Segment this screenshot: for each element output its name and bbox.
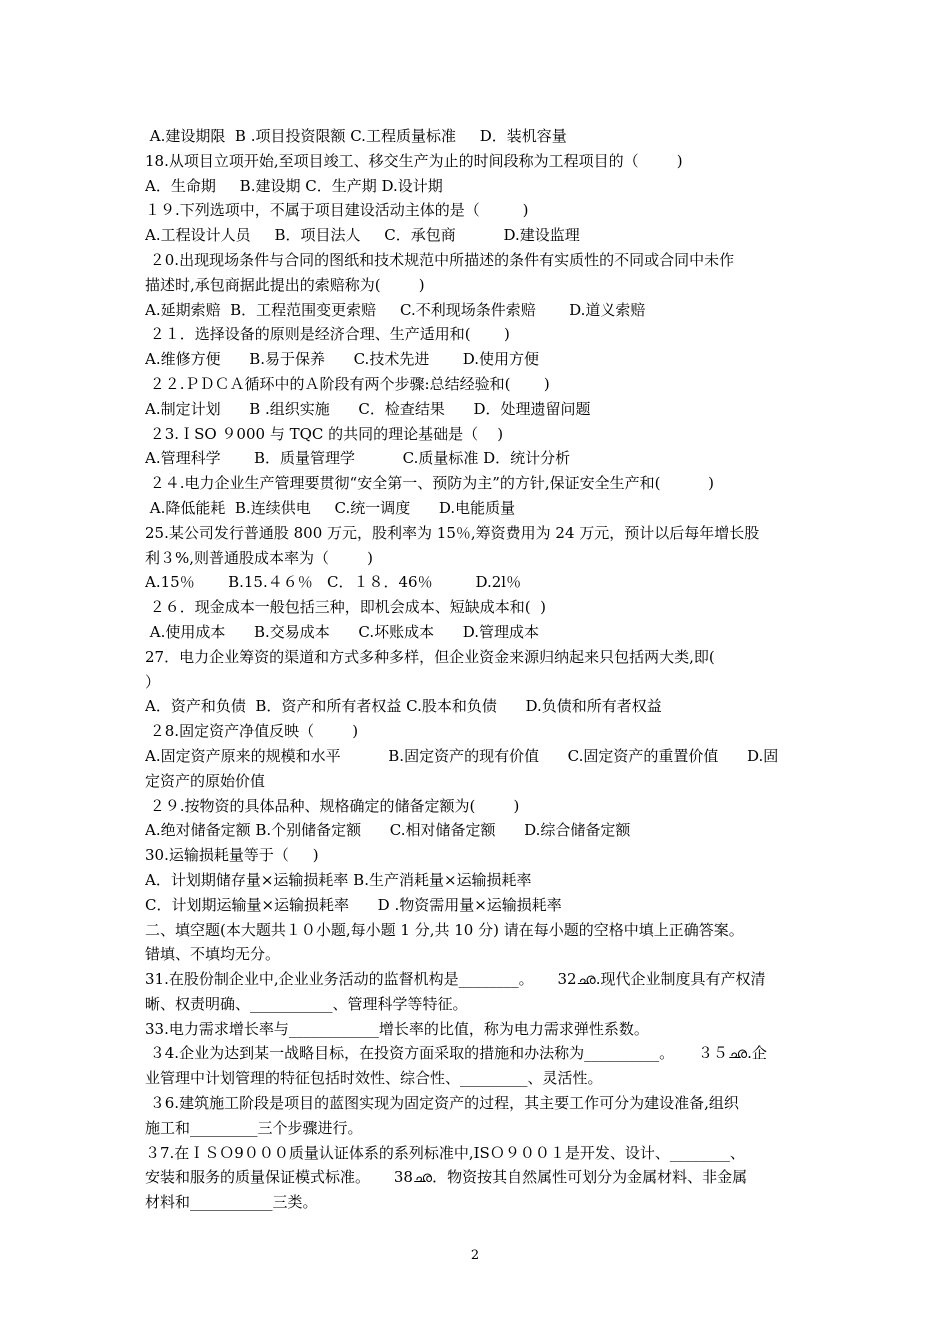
text-line: A.15％ B.15.４６％ C．１８．46％ D.2l％	[145, 573, 522, 592]
text-line: ２６．现金成本一般包括三种，即机会成本、短缺成本和( )	[145, 598, 547, 617]
text-line: 描述时,承包商据此提出的索赔称为( )	[145, 275, 425, 294]
text-line: 33.电力需求增长率与____________增长率的比值，称为电力需求弹性系数。	[145, 1019, 649, 1038]
text-line: ２２.ＰＤＣＡ循环中的Ａ阶段有两个步骤:总结经验和( )	[145, 374, 550, 393]
text-line: ２3.ＩSO ９000 与 TQC 的共同的理论基础是（ )	[145, 424, 504, 443]
text-line: A.管理科学 B．质量管理学 C.质量标准 D．统计分析	[145, 449, 571, 468]
text-line: 25.某公司发行普通股 800 万元，股利率为 15％,筹资费用为 24 万元，预计以后每年增长股	[145, 523, 760, 542]
text-line: 施工和_________三个步骤进行。	[145, 1118, 363, 1137]
text-line: 材料和___________三类。	[145, 1193, 318, 1212]
text-line: A.制定计划 B .组织实施 C．检查结果 D．处理遗留问题	[145, 399, 591, 418]
text-line: ２４.电力企业生产管理要贯彻“安全第一、预防为主”的方针,保证安全生产和( )	[145, 474, 715, 493]
text-line: A．计划期储存量×运输损耗率 B.生产消耗量×运输损耗率	[145, 870, 532, 889]
text-line: 利３%,则普通股成本率为（ )	[145, 548, 374, 567]
text-line: ３4.企业为达到某一战略目标，在投资方面采取的措施和办法称为__________。 ３５ഛ.企	[145, 1044, 767, 1063]
text-line: ２９.按物资的具体品种、规格确定的储备定额为( )	[145, 796, 520, 815]
text-line: A.降低能耗 B.连续供电 C.统一调度 D.电能质量	[145, 498, 516, 517]
text-line: A.建设期限 B .项目投资限额 C.工程质量标准 D．装机容量	[145, 127, 567, 145]
text-line: ２0.出现现场条件与合同的图纸和技术规范中所描述的条件有实质性的不同或合同中未作	[145, 250, 735, 269]
text-line: A.延期索赔 B．工程范围变更索赔 C.不利现场条件索赔 D.道义索赔	[145, 300, 646, 319]
text-line: ３6.建筑施工阶段是项目的蓝图实现为固定资产的过程，其主要工作可分为建设准备,组织	[145, 1094, 739, 1113]
text-line: ２１．选择设备的原则是经济合理、生产适用和( )	[145, 325, 510, 344]
text-line: A.使用成本 B.交易成本 C.坏账成本 D.管理成本	[145, 622, 539, 641]
text-line: 31.在股份制企业中,企业业务活动的监督机构是________。 32ഛ.现代企业制度具有产权清	[145, 970, 766, 989]
text-line: 27．电力企业筹资的渠道和方式多种多样，但企业资金来源归纳起来只包括两大类,即(	[145, 647, 715, 666]
text-line: 18.从项目立项开始,至项目竣工、移交生产为止的时间段称为工程项目的（ )	[145, 151, 683, 170]
text-line: A．资产和负债 B．资产和所有者权益 C.股本和负债 D.负债和所有者权益	[145, 697, 662, 716]
text-line: A．生命期 B.建设期 C．生产期 D.设计期	[145, 176, 443, 195]
text-line: A.工程设计人员 B．项目法人 C．承包商 D.建设监理	[145, 226, 580, 245]
text-line: ３7.在ＩＳＯ9０００质量认证体系的系列标准中,ISＯ９００１是开发、设计、________、	[145, 1143, 745, 1162]
text-line: 业管理中计划管理的特征包括时效性、综合性、_________、灵活性。	[145, 1069, 603, 1088]
text-line: 30.运输损耗量等于（ )	[145, 846, 319, 865]
text-line: 定资产的原始价值	[145, 771, 266, 790]
question-text-block	[145, 124, 810, 1215]
text-line: A.绝对储备定额 B.个别储备定额 C.相对储备定额 D.综合储备定额	[145, 821, 631, 840]
text-line: 二、填空题(本大题共１０小题,每小题 1 分,共 10 分) 请在每小题的空格中填上正确答案。	[145, 920, 744, 939]
text-line: ）	[145, 672, 161, 691]
page-number: 2	[470, 1248, 480, 1263]
text-line: A.固定资产原来的规模和水平 B.固定资产的现有价值 C.固定资产的重置价值 D.固	[145, 746, 779, 765]
text-line: 安装和服务的质量保证模式标准。 38ഛ．物资按其自然属性可划分为金属材料、非金属	[145, 1168, 748, 1187]
text-line: ２8.固定资产净值反映（ )	[145, 722, 359, 741]
text-line: 错填、不填均无分。	[145, 945, 281, 964]
text-line: A.维修方便 B.易于保养 C.技术先进 D.使用方便	[145, 350, 539, 369]
text-line: 晰、权责明确、___________、管理科学等特征。	[145, 994, 468, 1013]
text-line: １９.下列选项中，不属于项目建设活动主体的是（ )	[145, 201, 529, 220]
text-line: C．计划期运输量×运输损耗率 D .物资需用量×运输损耗率	[145, 895, 562, 914]
